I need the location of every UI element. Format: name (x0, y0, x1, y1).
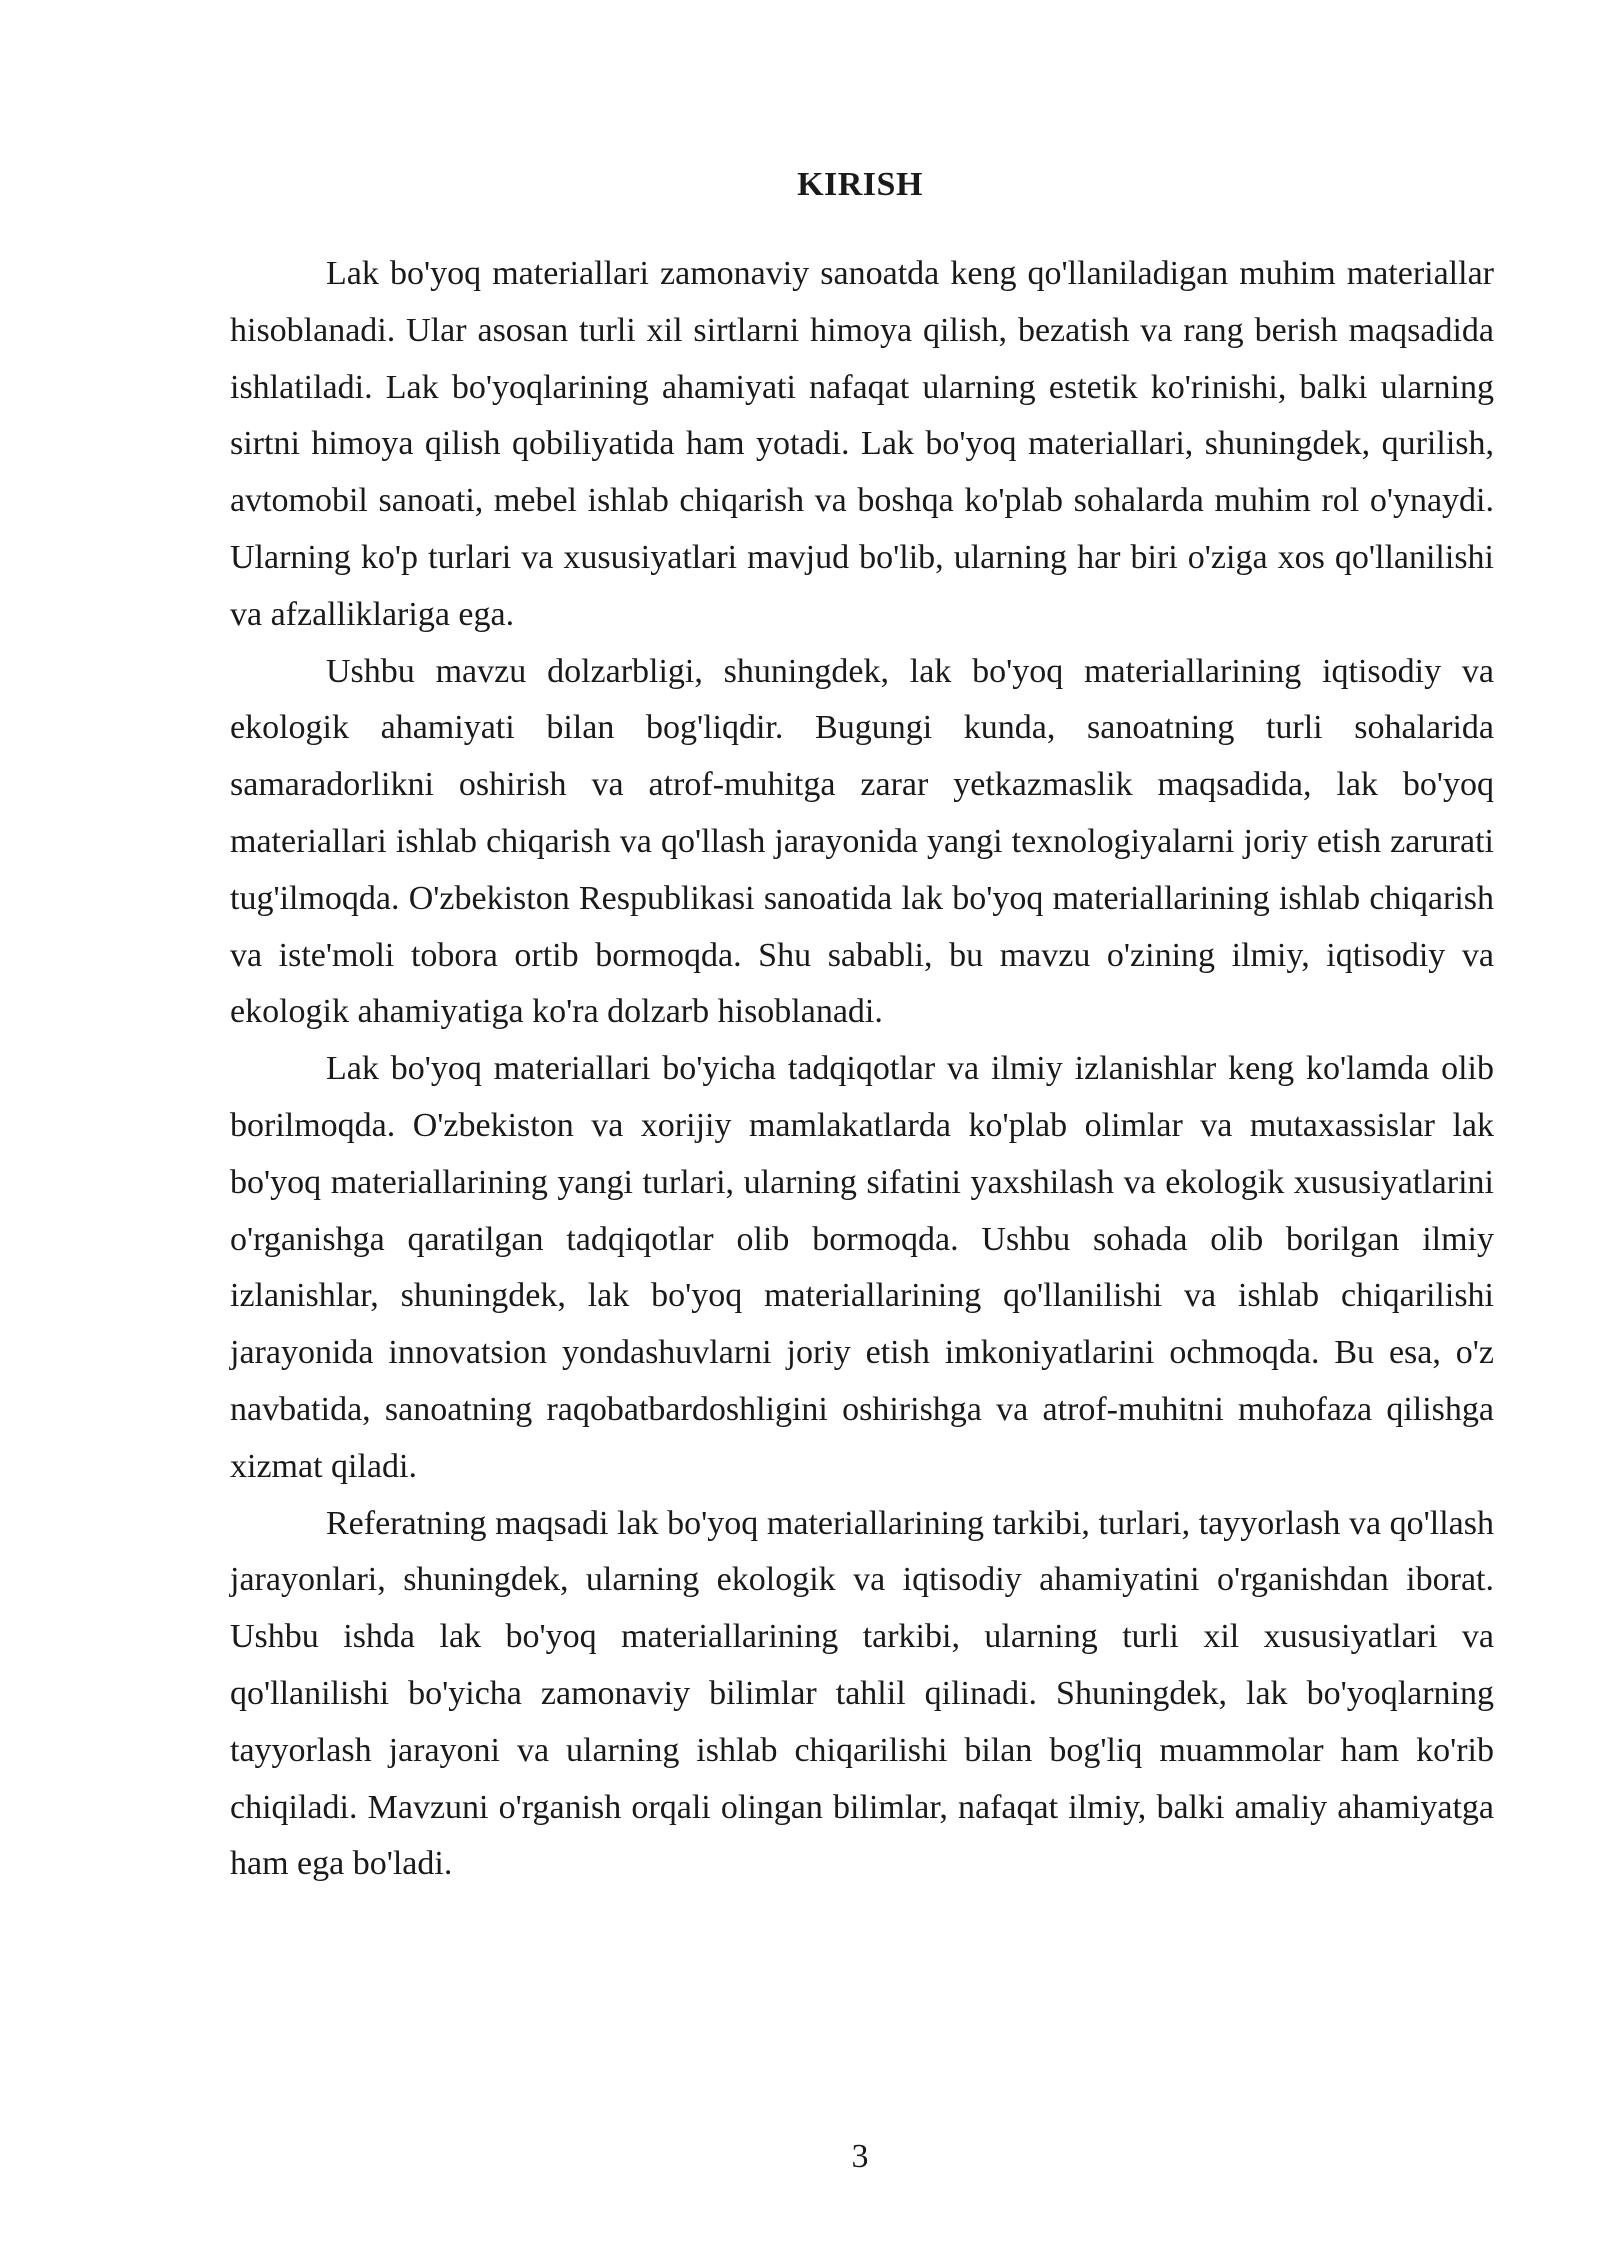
paragraph-relevance: Ushbu mavzu dolzarbligi, shuningdek, lak bo'yoq materiallarining iqtisodiy va ekologik ahamiyati bilan bog'liqdir. Bugungi kunda, sanoatning turli sohalarida samaradorlikni oshirish va atrof-muhitga zarar yetkazmaslik maqsadida, lak bo'yoq materiallari ishlab chiqarish va qo'llash jarayonida yangi texnologiyalarni joriy etish zarurati tug'ilmoqda. O'zbekiston Respublikasi sanoatida lak bo'yoq materiallarining ishlab chiqarish va iste'moli tobora ortib bormoqda. Shu sababli, bu mavzu o'zining ilmiy, iqtisodiy va ekologik ahamiyatiga ko'ra dolzarb hisoblanadi. (230, 652, 1494, 1031)
body-text (230, 246, 1494, 1893)
paragraph-purpose: Referatning maqsadi lak bo'yoq materiallarining tarkibi, turlari, tayyorlash va qo'llash jarayonlari, shuningdek, ularning ekologik va iqtisodiy ahamiyatini o'rganishdan iborat. Ushbu ishda lak bo'yoq materiallarining tarkibi, ularning turli xil xususiyatlari va qo'llanilishi bo'yicha zamonaviy bilimlar tahlil qilinadi. Shuningdek, lak bo'yoqlarning tayyorlash jarayoni va ularning ishlab chiqarilishi bilan bog'liq muammolar ham ko'rib chiqiladi. Mavzuni o'rganish orqali olingan bilimlar, nafaqat ilmiy, balki amaliy ahamiyatga ham ega bo'ladi. (230, 1504, 1494, 1883)
page-number: 3 (851, 2138, 869, 2175)
paragraph-intro: Lak bo'yoq materiallari zamonaviy sanoatda keng qo'llaniladigan muhim materiallar hisoblanadi. Ular asosan turli xil sirtlarni himoya qilish, bezatish va rang berish maqsadida ishlatiladi. Lak bo'yoqlarining ahamiyati nafaqat ularning estetik ko'rinishi, balki ularning sirtni himoya qilish qobiliyatida ham yotadi. Lak bo'yoq materiallari, shuningdek, qurilish, avtomobil sanoati, mebel ishlab chiqarish va boshqa ko'plab sohalarda muhim rol o'ynaydi. Ularning ko'p turlari va xususiyatlari mavjud bo'lib, ularning har biri o'ziga xos qo'llanilishi va afzalliklariga ega. (230, 255, 1494, 633)
section-heading: KIRISH (797, 166, 923, 203)
paragraph-research: Lak bo'yoq materiallari bo'yicha tadqiqotlar va ilmiy izlanishlar keng ko'lamda olib borilmoqda. O'zbekiston va xorijiy mamlakatlarda ko'plab olimlar va mutaxassislar lak bo'yoq materiallarining yangi turlari, ularning sifatini yaxshilash va ekologik xususiyatlarini o'rganishga qaratilgan tadqiqotlar olib bormoqda. Ushbu sohada olib borilgan ilmiy izlanishlar, shuningdek, lak bo'yoq materiallarining qo'llanilishi va ishlab chiqarilishi jarayonida innovatsion yondashuvlarni joriy etish imkoniyatlarini ochmoqda. Bu esa, o'z navbatida, sanoatning raqobatbardoshligini oshirishga va atrof-muhitni muhofaza qilishga xizmat qiladi. (230, 1050, 1494, 1485)
